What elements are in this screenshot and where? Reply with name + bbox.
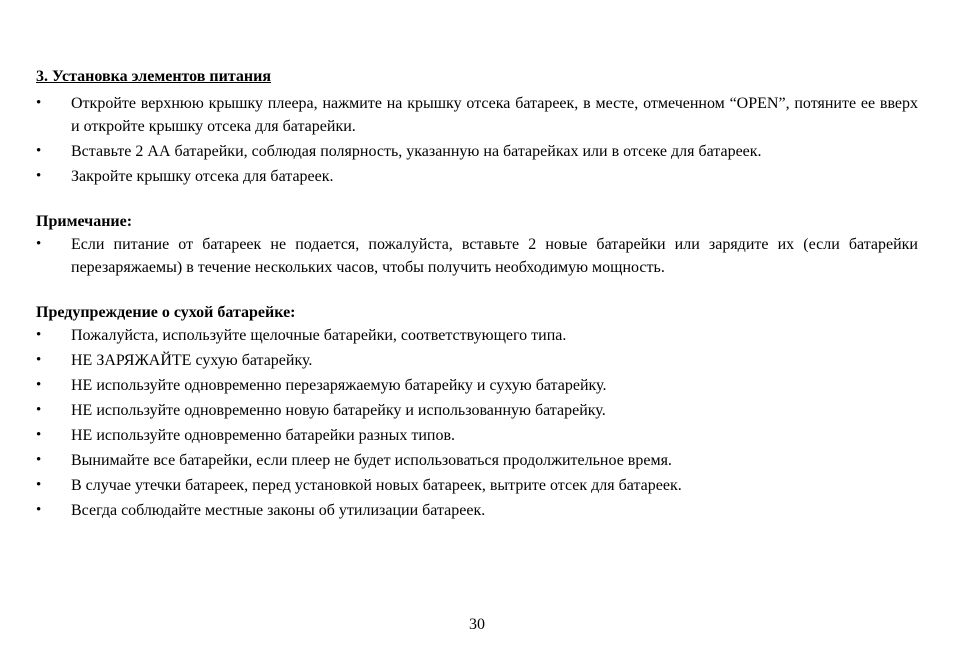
list-item: [36, 424, 918, 447]
bullet-icon: •: [36, 427, 42, 443]
warning-list: [36, 324, 918, 522]
list-item: [36, 140, 918, 163]
list-item-text: Закройте крышку отсека для батареек.: [71, 168, 334, 185]
warning-heading: Предупреждение о сухой батарейке:: [36, 304, 296, 321]
section-heading: [36, 66, 918, 88]
list-item-text: НЕ ЗАРЯЖАЙТЕ сухую батарейку.: [71, 352, 313, 369]
list-item-text: Вынимайте все батарейки, если плеер не будет использоваться продолжительное время.: [71, 452, 672, 469]
list-item-text: НЕ используйте одновременно новую батарейку и использованную батарейку.: [71, 402, 606, 419]
list-item: [36, 349, 918, 372]
bullet-icon: •: [36, 327, 42, 343]
spacer: [36, 190, 918, 211]
list-item: [36, 233, 918, 279]
list-item-text: Всегда соблюдайте местные законы об утилизации батареек.: [71, 502, 486, 519]
bullet-icon: •: [36, 168, 42, 184]
list-item: [36, 499, 918, 522]
list-item: [36, 92, 918, 138]
spacer: [36, 281, 918, 302]
note-list: [36, 233, 918, 279]
list-item: [36, 374, 918, 397]
page-number: 30: [469, 616, 485, 633]
list-item: [36, 324, 918, 347]
list-item: [36, 449, 918, 472]
document-page: [36, 66, 918, 524]
bullet-icon: •: [36, 352, 42, 368]
list-item-text: Если питание от батареек не подается, пожалуйста, вставьте 2 новые батарейки или зарядите их (если батарейки перезаряжаемы) в течение нескольких часов, чтобы получить необходимую мощность.: [71, 236, 918, 276]
bullet-icon: •: [36, 377, 42, 393]
section-title: 3. Установка элементов питания: [36, 68, 272, 85]
bullet-icon: •: [36, 502, 42, 518]
list-item-text: Откройте верхнюю крышку плеера, нажмите на крышку отсека батареек, в месте, отмеченном “OPEN”, потяните ее вверх и откройте крышку отсека для батарейки.: [71, 95, 918, 135]
list-item-text: НЕ используйте одновременно батарейки разных типов.: [71, 427, 456, 444]
bullet-icon: •: [36, 452, 42, 468]
bullet-icon: •: [36, 477, 42, 493]
list-item-text: Пожалуйста, используйте щелочные батарейки, соответствующего типа.: [71, 327, 567, 344]
list-item-text: Вставьте 2 АА батарейки, соблюдая полярность, указанную на батарейках или в отсеке для батареек.: [71, 143, 762, 160]
bullet-icon: •: [36, 236, 42, 252]
bullet-icon: •: [36, 95, 42, 111]
list-item-text: НЕ используйте одновременно перезаряжаемую батарейку и сухую батарейку.: [71, 377, 607, 394]
list-item: [36, 165, 918, 188]
note-heading: Примечание:: [36, 213, 133, 230]
bullet-icon: •: [36, 143, 42, 159]
bullet-icon: •: [36, 402, 42, 418]
list-item: [36, 474, 918, 497]
list-item: [36, 399, 918, 422]
list-item-text: В случае утечки батареек, перед установкой новых батареек, вытрите отсек для батареек.: [71, 477, 682, 494]
installation-steps-list: [36, 92, 918, 188]
